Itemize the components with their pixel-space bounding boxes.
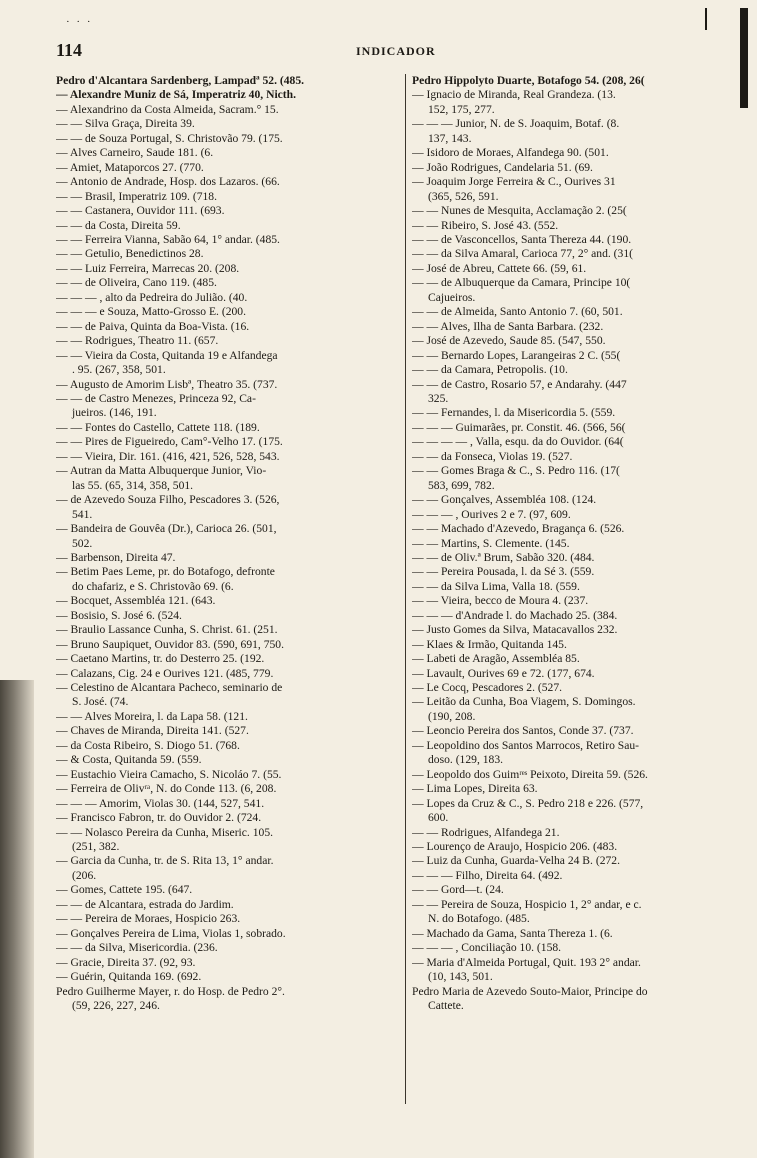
- index-entry-line: — — Martins, S. Clemente. (145.: [412, 536, 570, 550]
- index-entry-line: — Augusto de Amorim Lisbª, Theatro 35. (737.: [56, 377, 278, 391]
- index-entry-line: — — Nolasco Pereira da Cunha, Miseric. 105.: [56, 825, 274, 839]
- index-entry-line: — José de Abreu, Cattete 66. (59, 61.: [412, 261, 587, 275]
- index-entry-line: Cajueiros.: [428, 290, 476, 304]
- index-entry-line: . 95. (267, 358, 501.: [72, 363, 166, 377]
- index-entry-line: — — de Oliveira, Cano 119. (485.: [56, 276, 217, 290]
- index-entry-line: — — Vieira, Dir. 161. (416, 421, 526, 528, 543.: [56, 449, 280, 463]
- index-entry-line: — — Gord—t. (24.: [412, 883, 504, 897]
- index-entry-line: — — Machado d'Azevedo, Bragança 6. (526.: [412, 522, 625, 536]
- index-entry-line: — — Bernardo Lopes, Larangeiras 2 C. (55(: [412, 348, 621, 362]
- index-entry-line: — Leitão da Cunha, Boa Viagem, S. Domingos.: [412, 695, 636, 709]
- index-entry-line: — — Silva Graça, Direita 39.: [56, 117, 195, 131]
- index-entry-line: — — Fontes do Castello, Cattete 118. (189.: [56, 420, 260, 434]
- index-entry-line: 152, 175, 277.: [428, 102, 495, 116]
- margin-thin-mark: [705, 8, 707, 30]
- index-entry-line: (251, 382.: [72, 840, 120, 854]
- index-entry-line: — Eustachio Vieira Camacho, S. Nicoláo 7. (55.: [56, 767, 282, 781]
- index-entry-line: — — Rodrigues, Theatro 11. (657.: [56, 334, 219, 348]
- index-entry-line: — — — , Conciliação 10. (158.: [412, 941, 562, 955]
- index-entry-line: — — — , alto da Pedreira do Julião. (40.: [56, 290, 248, 304]
- index-entry-line: — — Gonçalves, Assembléa 108. (124.: [412, 493, 597, 507]
- page-binding-shadow: [0, 680, 34, 1158]
- index-entry-line: — Braulio Lassance Cunha, S. Christ. 61. (251.: [56, 623, 278, 637]
- index-entry-line: — Le Cocq, Pescadores 2. (527.: [412, 681, 563, 695]
- index-entry-line: (206.: [72, 868, 97, 882]
- index-entry-line: — — Pereira de Souza, Hospicio 1, 2° andar, e c.: [412, 897, 642, 911]
- index-entry-line: (365, 526, 591.: [428, 189, 499, 203]
- index-entry-line: — João Rodrigues, Candelaria 51. (69.: [412, 160, 593, 174]
- index-entry-line: — — — Amorim, Violas 30. (144, 527, 541.: [56, 796, 265, 810]
- index-entry-line: — Leopoldino dos Santos Marrocos, Retiro Sau-: [412, 738, 640, 752]
- index-entry-line: Pedro Guilherme Mayer, r. do Hosp. de Pedro 2°.: [56, 984, 285, 998]
- index-entry-line: — — de Almeida, Santo Antonio 7. (60, 501.: [412, 305, 623, 319]
- index-entry-line: — Lopes da Cruz & C., S. Pedro 218 e 226. (577,: [412, 796, 644, 810]
- index-entry-line: S. José. (74.: [72, 695, 129, 709]
- index-entry-line: — — Castanera, Ouvidor 111. (693.: [56, 204, 225, 218]
- index-entry-line: Cattete.: [428, 999, 464, 1012]
- index-entry-line: 325.: [428, 391, 449, 405]
- index-entry-line: — — de Castro, Rosario 57, e Andarahy. (447: [412, 377, 627, 391]
- index-entry-line: — Garcia da Cunha, tr. de S. Rita 13, 1° andar.: [56, 854, 274, 868]
- index-entry-line: (10, 143, 501.: [428, 970, 493, 984]
- index-entry-line: — Guérin, Quitanda 169. (692.: [56, 970, 202, 984]
- index-entry-line: 600.: [428, 811, 449, 825]
- index-entry-line: — Caetano Martins, tr. do Desterro 25. (192.: [56, 652, 265, 666]
- index-entry-line: — Joaquim Jorge Ferreira & C., Ourives 31: [412, 175, 616, 189]
- index-entry-line: — Lourenço de Araujo, Hospicio 206. (483.: [412, 840, 618, 854]
- index-entry-line: — — — Guimarães, pr. Constit. 46. (566, 56(: [412, 420, 626, 434]
- index-entry-line: — & Costa, Quitanda 59. (559.: [56, 753, 202, 767]
- index-entry-line: — — de Oliv.ª Brum, Sabão 320. (484.: [412, 550, 595, 564]
- index-entry-line: — Luiz da Cunha, Guarda-Velha 24 B. (272.: [412, 854, 620, 868]
- index-entry-line: Pedro Hippolyto Duarte, Botafogo 54. (208, 26(: [412, 74, 645, 87]
- index-entry-line: — — Brasil, Imperatriz 109. (718.: [56, 189, 217, 203]
- index-entry-line: — — Vieira da Costa, Quitanda 19 e Alfandega: [56, 348, 278, 362]
- index-entry-line: — — de Paiva, Quinta da Boa-Vista. (16.: [56, 319, 250, 333]
- index-entry-line: las 55. (65, 314, 358, 501.: [72, 478, 194, 492]
- index-entry-line: 137, 143.: [428, 131, 472, 145]
- index-entry-line: — Gomes, Cattete 195. (647.: [56, 883, 193, 897]
- index-entry-line: — Ferreira de Olivʳᵃ, N. do Conde 113. (6, 208.: [56, 782, 277, 796]
- index-entry-line: — — de Castro Menezes, Princeza 92, Ca-: [56, 391, 256, 405]
- index-entry-line: — — Ferreira Vianna, Sabão 64, 1° andar. (485.: [56, 232, 280, 246]
- index-entry-line: — — da Fonseca, Violas 19. (527.: [412, 449, 573, 463]
- index-entry-line: — Bandeira de Gouvêa (Dr.), Carioca 26. (501,: [56, 522, 277, 536]
- index-entry-line: — — da Costa, Direita 59.: [56, 218, 181, 232]
- index-entry-line: — — Ribeiro, S. José 43. (552.: [412, 218, 559, 232]
- index-entry-line: — — da Silva, Misericordia. (236.: [56, 941, 218, 955]
- index-entry-line: — — Vieira, becco de Moura 4. (237.: [412, 594, 589, 608]
- index-entry-line: — Leoncio Pereira dos Santos, Conde 37. (737.: [412, 724, 634, 738]
- index-entry-line: — Justo Gomes da Silva, Matacavallos 232.: [412, 623, 618, 637]
- index-entry-line: — Antonio de Andrade, Hosp. dos Lazaros. (66.: [56, 175, 280, 189]
- index-entry-line: — Labeti de Aragão, Assembléa 85.: [412, 652, 580, 666]
- index-entry-line: — — da Silva Lima, Valla 18. (559.: [412, 579, 580, 593]
- index-entry-line: — Francisco Fabron, tr. do Ouvidor 2. (724.: [56, 811, 262, 825]
- index-entry-line: (190, 208.: [428, 709, 476, 723]
- index-entry-line: — Isidoro de Moraes, Alfandega 90. (501.: [412, 146, 609, 160]
- right-column: [412, 74, 750, 1013]
- index-entry-line: — — Alves, Ilha de Santa Barbara. (232.: [412, 319, 604, 333]
- index-entry-line: 583, 699, 782.: [428, 478, 495, 492]
- index-entry-line: — Bocquet, Assembléa 121. (643.: [56, 594, 216, 608]
- index-entry-line: Pedro Maria de Azevedo Souto-Maior, Principe do: [412, 984, 648, 998]
- index-entry-line: — — Rodrigues, Alfandega 21.: [412, 825, 560, 839]
- index-entry-line: — Leopoldo dos Guimʳᵉˢ Peixoto, Direita 59. (526.: [412, 767, 648, 781]
- index-entry-line: — Autran da Matta Albuquerque Junior, Vio-: [56, 464, 267, 478]
- index-entry-line: doso. (129, 183.: [428, 753, 504, 767]
- index-entry-line: — — — — , Valla, esqu. da do Ouvidor. (64(: [412, 435, 624, 449]
- index-entry-line: — — — e Souza, Matto-Grosso E. (200.: [56, 305, 246, 319]
- index-entry-line: — Alexandrino da Costa Almeida, Sacram.° 15.: [56, 102, 279, 116]
- index-entry-line: — Lima Lopes, Direita 63.: [412, 782, 538, 796]
- index-entry-line: — — de Souza Portugal, S. Christovão 79. (175.: [56, 131, 283, 145]
- page-title: INDICADOR: [356, 44, 436, 58]
- index-entry-line: — Klaes & Irmão, Quitanda 145.: [412, 637, 567, 651]
- index-entry-line: — Alves Carneiro, Saude 181. (6.: [56, 146, 214, 160]
- index-entry-line: — Lavault, Ourives 69 e 72. (177, 674.: [412, 666, 595, 680]
- index-entry-line: — José de Azevedo, Saude 85. (547, 550.: [412, 334, 606, 348]
- index-entry-line: — Gonçalves Pereira de Lima, Violas 1, sobrado.: [56, 926, 286, 940]
- page-number: 114: [56, 40, 83, 60]
- index-entry-line: — — Pereira Pousada, l. da Sé 3. (559.: [412, 565, 595, 579]
- index-entry-line: — Celestino de Alcantara Pacheco, seminario de: [56, 681, 283, 695]
- index-entry-line: — Amiet, Mataporcos 27. (770.: [56, 160, 204, 174]
- index-entry-line: — — Nunes de Mesquita, Acclamação 2. (25(: [412, 204, 627, 218]
- index-entry-line: N. do Botafogo. (485.: [428, 912, 530, 926]
- index-entry-line: — — Luiz Ferreira, Marrecas 20. (208.: [56, 261, 240, 275]
- column-divider: [405, 74, 406, 1104]
- index-entry-line: jueiros. (146, 191.: [72, 406, 157, 420]
- index-entry-line: — — — Junior, N. de S. Joaquim, Botaf. (8.: [412, 117, 620, 131]
- index-entry-line: — — — , Ourives 2 e 7. (97, 609.: [412, 507, 571, 521]
- index-entry-line: — — da Silva Amaral, Carioca 77, 2° and. (31(: [412, 247, 633, 261]
- index-entry-line: — — Pires de Figueiredo, Cam°-Velho 17. (175.: [56, 435, 283, 449]
- index-entry-line: — Barbenson, Direita 47.: [56, 550, 176, 564]
- index-entry-line: — Bosisio, S. José 6. (524.: [56, 608, 182, 622]
- index-entry-line: — Gracie, Direita 37. (92, 93.: [56, 955, 196, 969]
- index-entry-line: 541.: [72, 507, 93, 521]
- index-entry-line: — Calazans, Cig. 24 e Ourives 121. (485, 779.: [56, 666, 274, 680]
- top-marks: · · ·: [66, 16, 93, 28]
- index-entry-line: — Ignacio de Miranda, Real Grandeza. (13.: [412, 88, 616, 102]
- index-entry-line: — Bruno Saupiquet, Ouvidor 83. (590, 691, 750.: [56, 637, 284, 651]
- index-entry-line: — — de Albuquerque da Camara, Principe 10(: [412, 276, 631, 290]
- index-entry-line: — Chaves de Miranda, Direita 141. (527.: [56, 724, 249, 738]
- index-entry-line: — — Pereira de Moraes, Hospicio 263.: [56, 912, 241, 926]
- index-entry-line: — Betim Paes Leme, pr. do Botafogo, defronte: [56, 565, 275, 579]
- index-entry-line: 502.: [72, 536, 93, 550]
- index-entry-line: — Maria d'Almeida Portugal, Quit. 193 2° andar.: [412, 955, 641, 969]
- index-entry-line: — — Getulio, Benedictinos 28.: [56, 247, 204, 261]
- index-entry-line: — da Costa Ribeiro, S. Diogo 51. (768.: [56, 738, 240, 752]
- index-entry-line: — Machado da Gama, Santa Thereza 1. (6.: [412, 926, 613, 940]
- index-entry-line: — — Fernandes, l. da Misericordia 5. (559.: [412, 406, 616, 420]
- index-entry-line: — — da Camara, Petropolis. (10.: [412, 363, 568, 377]
- index-entry-line: (59, 226, 227, 246.: [72, 999, 160, 1012]
- index-entry-line: — Alexandre Muniz de Sá, Imperatriz 40, Nicth.: [56, 88, 297, 102]
- index-entry-line: — — de Vasconcellos, Santa Thereza 44. (190.: [412, 232, 632, 246]
- index-entry-line: — — — Filho, Direita 64. (492.: [412, 868, 563, 882]
- index-entry-line: — de Azevedo Souza Filho, Pescadores 3. (526,: [56, 493, 280, 507]
- index-entry-line: — — de Alcantara, estrada do Jardim.: [56, 897, 234, 911]
- index-entry-line: Pedro d'Alcantara Sardenberg, Lampadª 52. (485.: [56, 74, 305, 87]
- left-column: [56, 74, 400, 1013]
- index-entry-line: — — Alves Moreira, l. da Lapa 58. (121.: [56, 709, 248, 723]
- index-entry-line: — — Gomes Braga & C., S. Pedro 116. (17(: [412, 464, 620, 478]
- index-entry-line: do chafariz, e S. Christovão 69. (6.: [72, 579, 234, 593]
- index-entry-line: — — — d'Andrade l. do Machado 25. (384.: [412, 608, 618, 622]
